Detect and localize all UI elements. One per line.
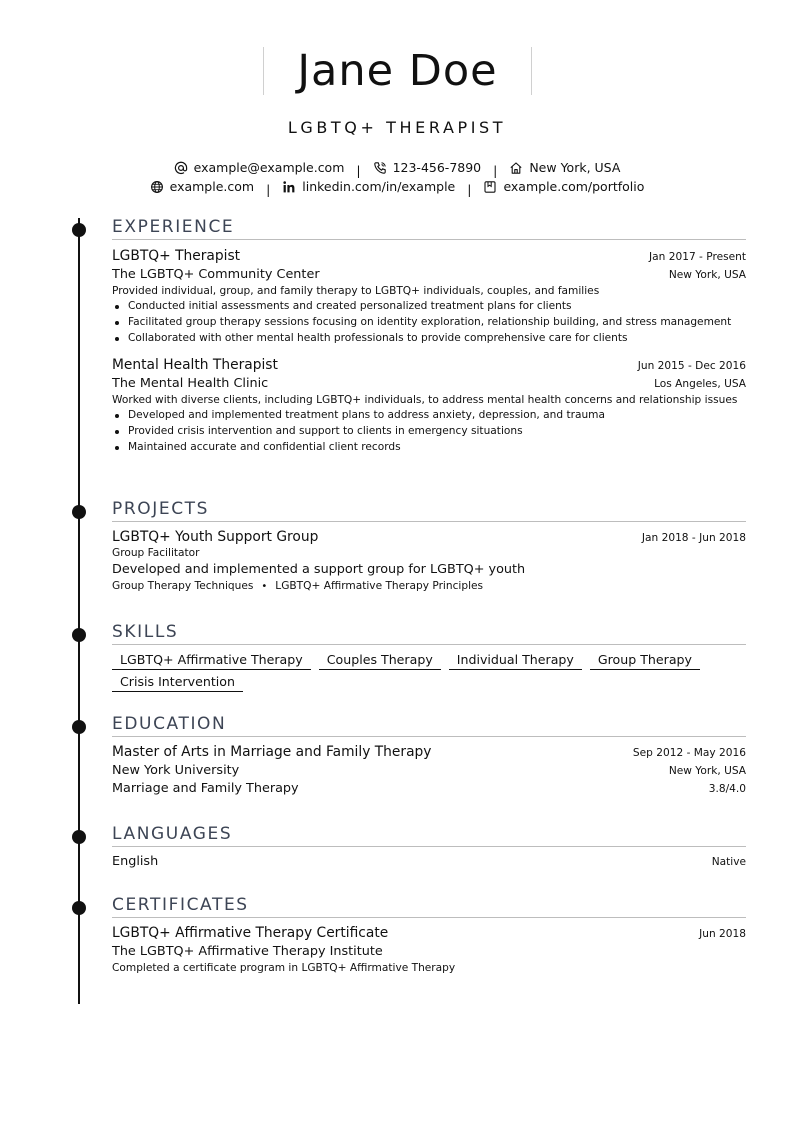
contact-separator: | [467,181,472,197]
contact-website[interactable] [150,179,254,194]
job-company: The Mental Health Clinic [112,376,269,391]
bullet-item: Maintained accurate and confidential client records [112,439,746,455]
technique-separator: • [261,580,268,592]
skills-section [112,621,746,692]
contact-location [509,160,620,175]
contact-location-text: New York, USA [529,160,621,175]
job-role: LGBTQ+ Therapist [112,248,241,264]
contact-email-text: example@example.com [193,160,345,175]
field-of-study: Marriage and Family Therapy [112,781,299,796]
globe-icon [150,180,164,194]
contact-separator: | [356,162,361,178]
timeline-dot [72,505,86,519]
contact-row-1 [0,160,794,178]
bullet-item: Provided crisis intervention and support to clients in emergency situations [112,423,746,439]
bullet-item: Developed and implemented treatment plans to address anxiety, depression, and trauma [112,407,746,423]
bullet-item: Conducted initial assessments and created personalized treatment plans for clients [112,298,746,314]
timeline-dot [72,223,86,237]
skill-tag: Crisis Intervention [112,674,243,692]
job-role: Mental Health Therapist [112,357,278,373]
education-section [112,713,746,796]
timeline-dot [72,628,86,642]
technique-item: Group Therapy Techniques [112,580,254,592]
gpa: 3.8/4.0 [708,783,746,795]
bullet-item: Collaborated with other mental health professionals to provide comprehensive care for clients [112,330,746,346]
linkedin-icon [282,180,296,194]
phone-icon [373,161,387,175]
at-icon [174,161,188,175]
home-icon [509,161,523,175]
timeline-dot [72,830,86,844]
portfolio-icon [483,180,497,194]
skill-tag: LGBTQ+ Affirmative Therapy [112,652,311,670]
skill-tag: Couples Therapy [319,652,441,670]
section-heading: PROJECTS [112,498,746,522]
certificate-item [112,925,746,974]
contact-linkedin[interactable] [282,179,455,194]
skill-tag: Individual Therapy [449,652,582,670]
job-company: The LGBTQ+ Community Center [112,267,320,282]
section-heading: EXPERIENCE [112,216,746,240]
language-level: Native [711,856,746,868]
contact-separator: | [493,162,498,178]
bullet-item: Facilitated group therapy sessions focusing on identity exploration, relationship building, and stress management [112,314,746,330]
job-bullets [112,298,746,346]
project-dates: Jan 2018 - Jun 2018 [641,532,746,544]
contact-portfolio-text: example.com/portfolio [503,179,645,194]
languages-section [112,823,746,869]
skill-tag: Group Therapy [590,652,700,670]
education-item [112,744,746,796]
school-name: New York University [112,763,240,778]
section-heading: LANGUAGES [112,823,746,847]
job-dates: Jun 2015 - Dec 2016 [637,360,746,372]
section-heading: EDUCATION [112,713,746,737]
certificate-description: Completed a certificate program in LGBTQ+ Affirmative Therapy [112,962,456,974]
school-location: New York, USA [668,765,746,777]
contact-phone-text: 123-456-7890 [392,160,482,175]
contact-row-2 [0,179,794,197]
section-heading: CERTIFICATES [112,894,746,918]
project-description: Developed and implemented a support group for LGBTQ+ youth [112,562,526,577]
certificate-name: LGBTQ+ Affirmative Therapy Certificate [112,925,389,941]
experience-item [112,357,746,455]
project-techniques [112,580,746,592]
language-name: English [112,854,159,869]
contact-email[interactable] [174,160,345,175]
education-dates: Sep 2012 - May 2016 [632,747,746,759]
certificate-date: Jun 2018 [699,928,746,940]
contact-portfolio[interactable] [483,179,644,194]
job-location: Los Angeles, USA [654,378,746,390]
experience-section [112,216,746,455]
certificates-section [112,894,746,974]
candidate-title: LGBTQ+ THERAPIST [287,118,507,137]
timeline-dot [72,720,86,734]
timeline-dot [72,901,86,915]
language-item [112,854,746,869]
contact-phone[interactable] [373,160,482,175]
name-frame [263,47,532,95]
section-heading: SKILLS [112,621,746,645]
project-item [112,529,746,592]
project-role: Group Facilitator [112,547,200,559]
contact-separator: | [266,181,271,197]
contact-linkedin-text: linkedin.com/in/example [302,179,456,194]
job-summary: Provided individual, group, and family therapy to LGBTQ+ individuals, couples, and families [112,285,600,297]
project-name: LGBTQ+ Youth Support Group [112,529,319,545]
technique-item: LGBTQ+ Affirmative Therapy Principles [275,580,484,592]
timeline-line [78,218,80,1004]
contact-website-text: example.com [169,179,255,194]
experience-item [112,248,746,346]
job-location: New York, USA [668,269,746,281]
degree-name: Master of Arts in Marriage and Family Therapy [112,744,432,760]
job-bullets [112,407,746,455]
job-summary: Worked with diverse clients, including LGBTQ+ individuals, to address mental health concerns and relationship issues [112,394,738,406]
projects-section [112,498,746,592]
certificate-issuer: The LGBTQ+ Affirmative Therapy Institute [112,944,383,959]
job-dates: Jan 2017 - Present [649,251,746,263]
candidate-name: Jane Doe [297,46,498,96]
skills-list [112,652,746,692]
